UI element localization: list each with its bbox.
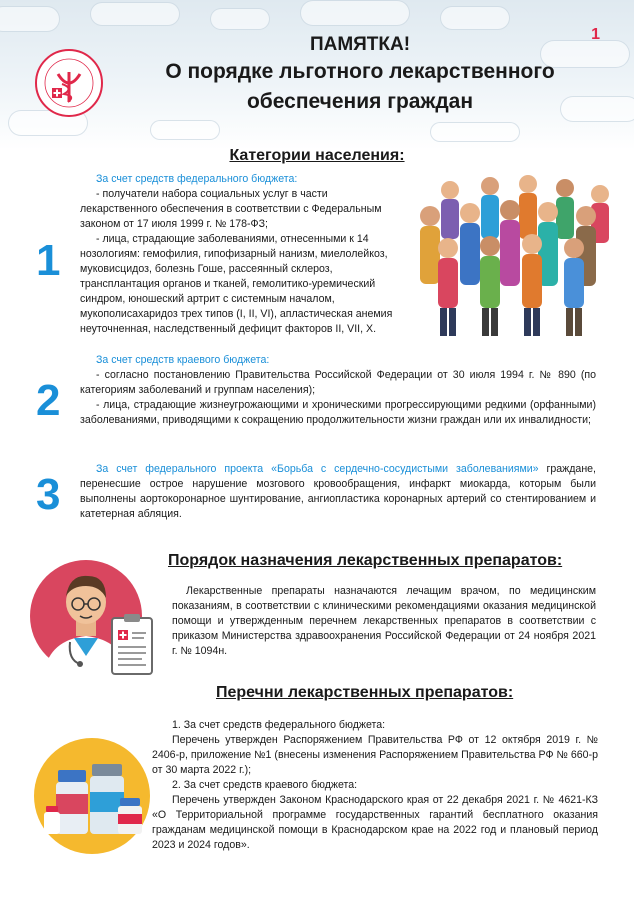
prescription-text: Лекарственные препараты назначаются лечащим врачом, по медицинским показаниям, в соответствии с клиническими рекомендациями оказания медицинской помощи и утвержденным перечнем лекарственных препаратов в соответствии с приказом Министерства здравоохранения Российской Федерации от 24 ноября 2021 г. № 1094н. xyxy=(172,585,596,657)
category-3-text: граждане, перенесшие острое нарушение мозгового кровообращения, инфаркт миокарда, которым были выполнены аортокоронарное шунтирование, ангиопластика коронарных артерий со стентированием и катетерная абляция. xyxy=(80,463,597,520)
prescription-heading: Порядок назначения лекарственных препаратов: xyxy=(168,552,563,569)
list-item-1-text: Перечень утвержден Распоряжением Правительства РФ от 12 октября 2019 г. № 2406-р, приложение №1 (внесены изменения Распоряжением Правительства РФ № 660-р от 30 марта 2022 г.); xyxy=(152,734,598,776)
category-2-source: За счет средств краевого бюджета: xyxy=(96,354,270,366)
categories-heading: Категории населения: xyxy=(229,147,405,164)
doctor-illustration xyxy=(30,556,160,686)
category-1-line: законом от 17 июля 1999 г. № 178-ФЗ; xyxy=(80,218,268,230)
category-3-source: За счет федерального проекта «Борьба с сердечно-сосудистыми заболеваниями» xyxy=(96,463,539,475)
title-line-3: обеспечения граждан xyxy=(246,90,474,113)
category-2-text-1: - согласно постановлению Правительства Российской Федерации от 30 июля 1994 г. № 890 (по категориям заболеваний и группам населения); xyxy=(80,369,596,396)
list-item-1-title: 1. За счет средств федерального бюджета: xyxy=(172,719,386,731)
category-1-line: лекарственного обеспечения в соответствии с Федеральным xyxy=(80,203,382,215)
lists-heading: Перечни лекарственных препаратов: xyxy=(216,684,514,701)
category-1-line: нозологиям: гемофилия, гипофизарный нанизм, миелолейкоз, xyxy=(80,248,388,260)
category-1-line: мукополисахаридоз трех типов (I, II, VI), апластическая анемия xyxy=(80,308,393,320)
title-line-1: ПАМЯТКА! xyxy=(309,34,411,55)
category-1-line: муковисцидоз, болезнь Гоше, рассеянный склероз, xyxy=(80,263,333,275)
document-title xyxy=(120,34,600,116)
category-1-source: За счет средств федерального бюджета: xyxy=(96,173,298,185)
category-2-text-2: - лица, страдающие жизнеугрожающими и хроническими прогрессирующими редкими (орфанными) заболеваниями, приводящими к сокращению продолжительности жизни граждан или их инвалидности; xyxy=(80,399,596,426)
page-number: 1 xyxy=(591,26,600,43)
ministry-logo xyxy=(34,48,104,118)
category-1-block xyxy=(80,172,420,337)
category-number-1: 1 xyxy=(36,236,61,285)
category-2-block xyxy=(80,353,596,428)
category-3-block xyxy=(80,462,596,522)
category-1-line: - получатели набора социальных услуг в части xyxy=(96,188,328,200)
list-item-2-text: Перечень утвержден Законом Краснодарского края от 22 декабря 2021 г. № 4621-КЗ «О Территориальной программе государственных гарантий бесплатного оказания гражданам медицинской помощи в Краснодарском крае на 2022 год и плановый период 2023 и 2024 годов». xyxy=(152,794,598,851)
category-1-line: синдром, юношеский артрит с системным началом, xyxy=(80,293,335,305)
title-line-2: О порядке льготного лекарственного xyxy=(165,60,555,83)
header-banner xyxy=(0,0,634,150)
medicine-bottles-illustration xyxy=(34,738,150,854)
category-number-2: 2 xyxy=(36,376,61,425)
crowd-illustration xyxy=(410,168,620,338)
lists-block xyxy=(152,718,598,853)
category-number-3: 3 xyxy=(36,470,61,519)
category-1-line: неуточненная, наследственный дефицит факторов II, VII, X. xyxy=(80,323,377,335)
list-item-2-title: 2. За счет средств краевого бюджета: xyxy=(172,779,358,791)
category-1-line: трансплантация органов и тканей, гемолитико-уремический xyxy=(80,278,376,290)
category-1-line: - лица, страдающие заболеваниями, отнесенными к 14 xyxy=(96,233,369,245)
